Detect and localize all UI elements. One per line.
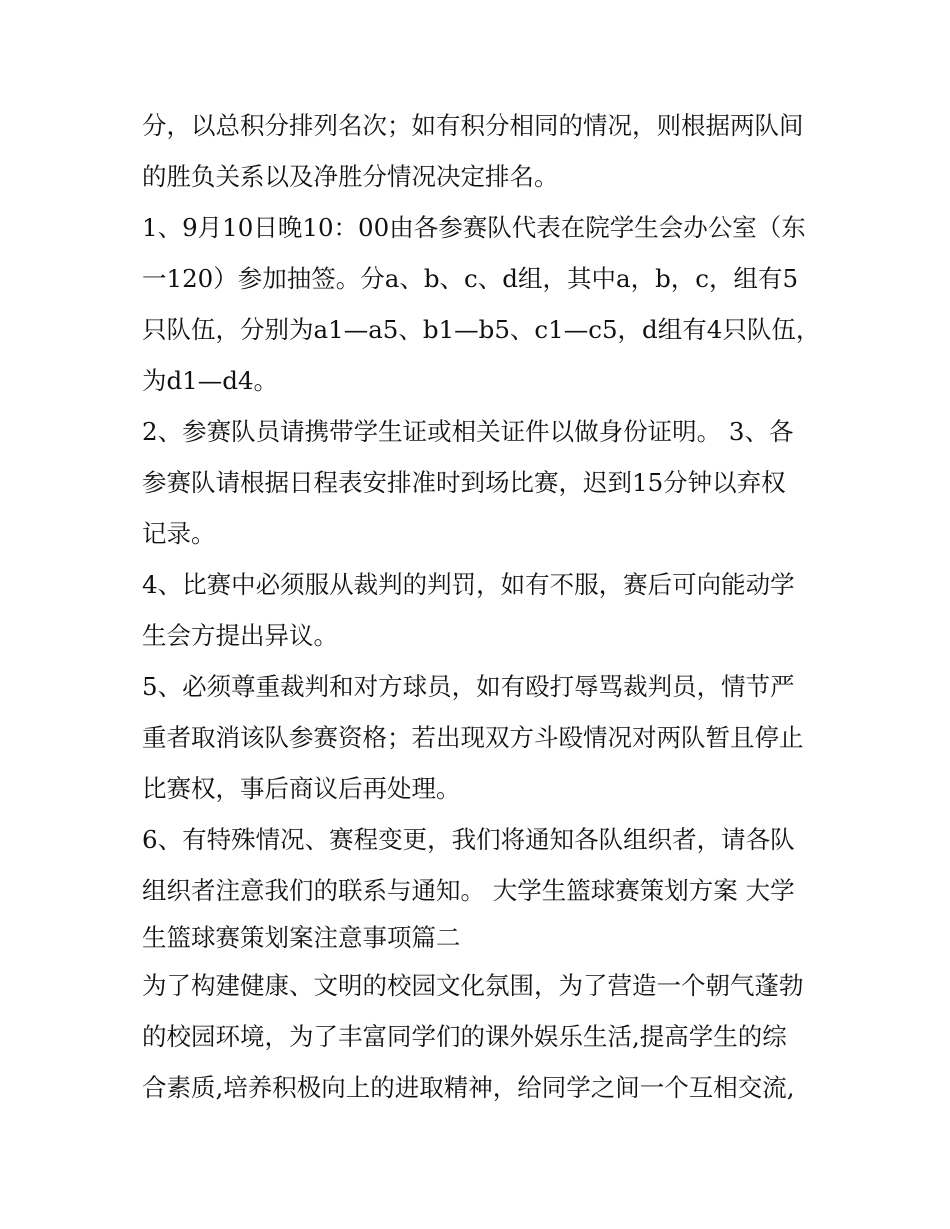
text-line: 只队伍，分别为a1—a5、b1—b5、c1—c5，d组有4只队伍，	[142, 315, 821, 344]
text-line: 的胜负关系以及净胜分情况决定排名。	[142, 162, 559, 191]
text-line: 5、必须尊重裁判和对方球员，如有殴打辱骂裁判员，情节严	[142, 672, 795, 701]
text-line: 为了构建健康、文明的校园文化氛围，为了营造一个朝气蓬勃	[142, 971, 804, 1000]
text-line: 为d1—d4。	[142, 366, 279, 395]
document-body	[142, 100, 821, 1113]
text-line: 2、参赛队员请携带学生证或相关证件以做身份证明。 3、各	[142, 417, 794, 446]
text-line: 记录。	[142, 519, 216, 548]
text-line: 组织者注意我们的联系与通知。 大学生篮球赛策划方案 大学	[142, 876, 795, 905]
text-line: 比赛权，事后商议后再处理。	[142, 774, 461, 803]
text-line: 生篮球赛策划案注意事项篇二	[142, 923, 461, 952]
text-line: 合素质,培养积极向上的进取精神，给同学之间一个互相交流,	[142, 1073, 795, 1102]
text-line: 的校园环境，为了丰富同学们的课外娱乐生活,提高学生的综	[142, 1022, 787, 1051]
text-line: 分，以总积分排列名次；如有积分相同的情况，则根据两队间	[142, 111, 804, 140]
text-line: 1、9月10日晚10：00由各参赛队代表在院学生会办公室（东	[142, 213, 806, 242]
text-line: 4、比赛中必须服从裁判的判罚，如有不服，赛后可向能动学	[142, 570, 795, 599]
text-line: 参赛队请根据日程表安排准时到场比赛，迟到15分钟以弃权	[142, 468, 786, 497]
text-line: 一120）参加抽签。分a、b、c、d组，其中a，b，c，组有5	[142, 264, 799, 293]
text-line: 6、有特殊情况、赛程变更，我们将通知各队组织者，请各队	[142, 825, 795, 854]
text-line: 生会方提出异议。	[142, 621, 338, 650]
text-line: 重者取消该队参赛资格；若出现双方斗殴情况对两队暂且停止	[142, 723, 804, 752]
